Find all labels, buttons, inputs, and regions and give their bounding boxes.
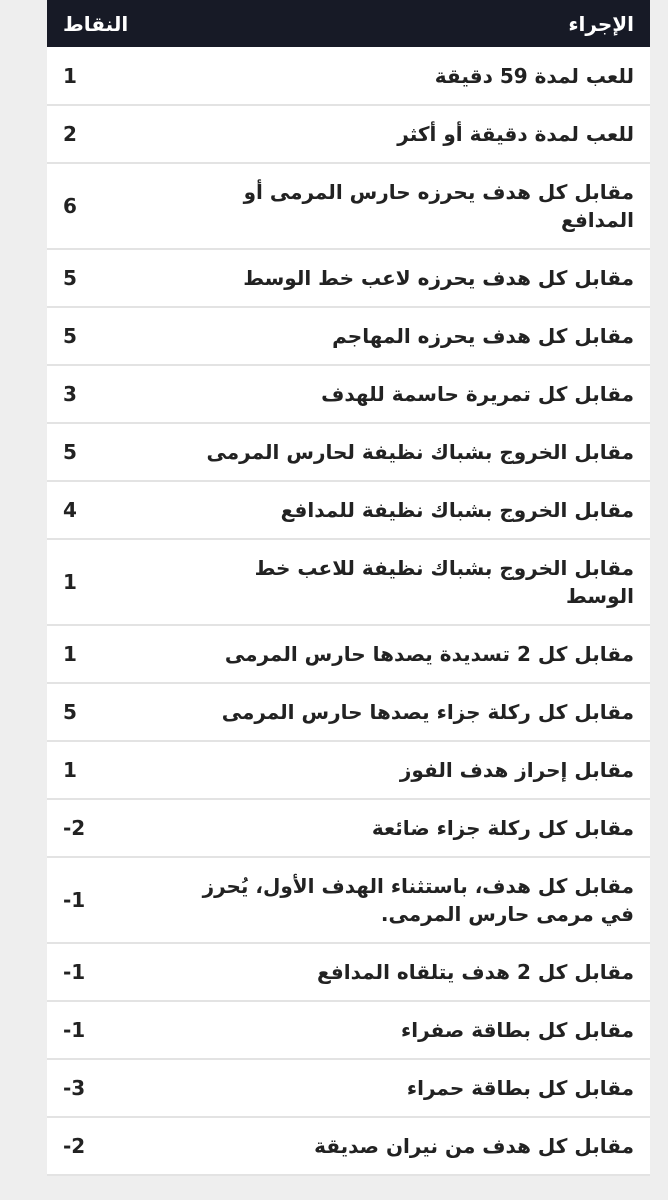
table-row [47, 423, 650, 481]
row-points: 5 [63, 700, 77, 724]
row-action: للعب لمدة 59 دقيقة [434, 63, 634, 88]
row-points: 1 [63, 642, 77, 666]
row-action: مقابل كل هدف يحرزه لاعب خط الوسط [243, 266, 634, 290]
table-row [47, 307, 650, 365]
row-action: مقابل كل بطاقة صفراء [401, 1018, 634, 1042]
row-points: 6 [63, 194, 77, 218]
table-body [47, 47, 650, 1175]
table-row [47, 1001, 650, 1059]
header-points: النقاط [63, 11, 129, 36]
table-row [47, 481, 650, 539]
row-action: للعب لمدة دقيقة أو أكثر [397, 122, 634, 146]
row-action: مقابل كل هدف، باستثناء الهدف الأول، يُحرز في مرمى حارس المرمى. [202, 874, 634, 926]
row-action: مقابل الخروج بشباك نظيفة للاعب خط الوسط [254, 556, 634, 608]
row-points: 5 [63, 324, 77, 348]
row-action: مقابل كل ركلة جزاء ضائعة [371, 816, 634, 840]
page-background [15, 0, 653, 1200]
row-action: مقابل كل 2 هدف يتلقاه المدافع [316, 960, 634, 984]
table-row [47, 249, 650, 307]
row-points: 1 [63, 63, 77, 88]
table-row [47, 799, 650, 857]
row-points: -1 [63, 960, 86, 984]
row-points: -1 [63, 888, 86, 912]
table-header [47, 0, 650, 47]
row-points: 1 [63, 570, 77, 594]
row-points: -2 [63, 816, 86, 840]
row-points: 5 [63, 266, 77, 290]
table-row [47, 105, 650, 163]
table-row [47, 857, 650, 943]
row-action: مقابل كل ركلة جزاء يصدها حارس المرمى [221, 700, 634, 724]
row-action: مقابل الخروج بشباك نظيفة للمدافع [280, 498, 634, 522]
row-action: مقابل كل 2 تسديدة يصدها حارس المرمى [224, 642, 634, 666]
table-row [47, 539, 650, 625]
table-row [47, 47, 650, 105]
row-action: مقابل كل بطاقة حمراء [406, 1076, 634, 1100]
table-row [47, 741, 650, 799]
row-points: 1 [63, 758, 77, 782]
row-action: مقابل كل تمريرة حاسمة للهدف [321, 382, 634, 406]
row-points: 5 [63, 440, 77, 464]
row-points: -1 [63, 1018, 86, 1042]
header-action: الإجراء [568, 11, 634, 36]
table-row [47, 1059, 650, 1117]
header-row [47, 0, 650, 47]
table-row [47, 943, 650, 1001]
points-table [47, 0, 650, 1176]
table-row [47, 365, 650, 423]
row-points: 3 [63, 382, 77, 406]
table-row [47, 163, 650, 249]
row-action: مقابل إحراز هدف الفوز [399, 758, 634, 782]
row-action: مقابل الخروج بشباك نظيفة لحارس المرمى [206, 440, 634, 464]
row-action: مقابل كل هدف يحرزه حارس المرمى أو المدافع [243, 180, 634, 232]
table-row [47, 625, 650, 683]
row-points: 2 [63, 122, 77, 146]
row-points: -3 [63, 1076, 86, 1100]
table-row [47, 683, 650, 741]
row-points: -2 [63, 1134, 86, 1158]
table-row [47, 1117, 650, 1175]
row-action: مقابل كل هدف يحرزه المهاجم [332, 324, 634, 348]
row-action: مقابل كل هدف من نيران صديقة [314, 1134, 634, 1158]
row-points: 4 [63, 498, 77, 522]
